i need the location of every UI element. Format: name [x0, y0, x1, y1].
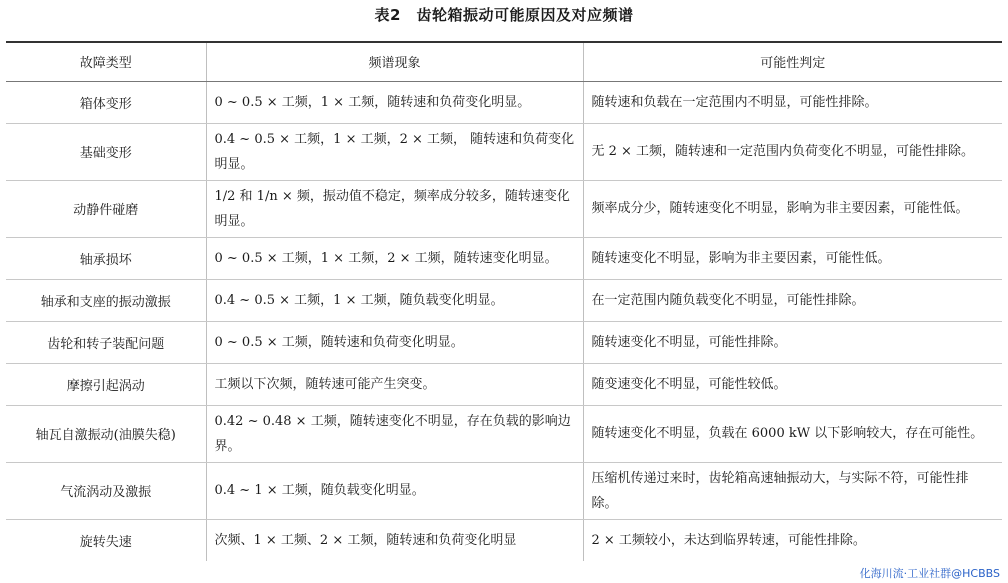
table-row	[6, 123, 1002, 180]
table-caption: 表2 齿轮箱振动可能原因及对应频谱	[374, 6, 634, 24]
possibility-judgment-cell: 2 × 工频较小，未达到临界转速，可能性排除。	[591, 532, 866, 548]
header-fault-type: 故障类型	[6, 42, 206, 81]
fault-type-cell: 旋转失速	[6, 519, 206, 561]
table-header-row	[6, 42, 1002, 81]
fault-type-cell: 轴承和支座的振动激振	[6, 279, 206, 321]
table-row	[6, 519, 1002, 561]
spectrum-phenomenon-cell: 0 ~ 0.5 × 工频，1 × 工频，2 × 工频，随转速变化明显。	[206, 237, 583, 279]
possibility-judgment-cell: 压缩机传递过来时，齿轮箱高速轴振动大，与实际不符，可能性排除。	[583, 462, 1002, 519]
possibility-judgment-cell: 随转速和负载在一定范围内不明显，可能性排除。	[583, 81, 1002, 123]
fault-type-cell: 基础变形	[6, 123, 206, 180]
fault-type-cell: 轴瓦自激振动(油膜失稳)	[6, 405, 206, 462]
spectrum-phenomenon-cell: 工频以下次频，随转速可能产生突变。	[206, 363, 583, 405]
table-row	[6, 81, 1002, 123]
spectrum-phenomenon-cell: 0.42 ~ 0.48 × 工频，随转速变化不明显，存在负载的影响边界。	[206, 405, 583, 462]
fault-type-cell: 动静件碰磨	[6, 180, 206, 237]
possibility-judgment-cell: 频率成分少，随转速变化不明显，影响为非主要因素，可能性低。	[583, 180, 1002, 237]
possibility-judgment-cell: 随转速变化不明显，影响为非主要因素，可能性低。	[583, 237, 1002, 279]
possibility-judgment-cell: 在一定范围内随负载变化不明显，可能性排除。	[583, 279, 1002, 321]
spectrum-phenomenon-cell: 0.4 ~ 1 × 工频，随负载变化明显。	[206, 462, 583, 519]
spectrum-phenomenon-cell: 0.4 ~ 0.5 × 工频，1 × 工频，2 × 工频， 随转速和负荷变化明显。	[206, 123, 583, 180]
table-row	[6, 363, 1002, 405]
fault-type-cell: 箱体变形	[6, 81, 206, 123]
possibility-judgment-cell: 无 2 × 工频，随转速和一定范围内负荷变化不明显，可能性排除。	[583, 123, 1002, 180]
watermark: 化海川流·工业社群@HCBBS	[859, 567, 1000, 580]
spectrum-phenomenon-cell: 0 ~ 0.5 × 工频，1 × 工频，随转速和负荷变化明显。	[206, 81, 583, 123]
fault-type-cell: 轴承损坏	[6, 237, 206, 279]
fault-type-cell: 气流涡动及激振	[6, 462, 206, 519]
fault-spectrum-table	[6, 41, 1002, 561]
table-row	[6, 237, 1002, 279]
header-possibility-judgment: 可能性判定	[583, 42, 1002, 81]
spectrum-phenomenon-cell: 0.4 ~ 0.5 × 工频，1 × 工频，随负载变化明显。	[206, 279, 583, 321]
table-row	[6, 279, 1002, 321]
spectrum-phenomenon-cell: 0 ~ 0.5 × 工频，随转速和负荷变化明显。	[206, 321, 583, 363]
spectrum-phenomenon-cell: 次频、1 × 工频、2 × 工频，随转速和负荷变化明显	[206, 519, 583, 561]
spectrum-phenomenon-cell: 1/2 和 1/n × 频，振动值不稳定，频率成分较多，随转速变化明显。	[206, 180, 583, 237]
table-row	[6, 405, 1002, 462]
fault-type-cell: 摩擦引起涡动	[6, 363, 206, 405]
table-row	[6, 180, 1002, 237]
possibility-judgment-cell: 随转速变化不明显，负载在 6000 kW 以下影响较大，存在可能性。	[583, 405, 1002, 462]
fault-type-cell: 齿轮和转子装配问题	[6, 321, 206, 363]
possibility-judgment-cell: 随转速变化不明显，可能性排除。	[583, 321, 1002, 363]
table-row	[6, 321, 1002, 363]
possibility-judgment-cell: 随变速变化不明显，可能性较低。	[583, 363, 1002, 405]
header-spectrum-phenomenon: 频谱现象	[206, 42, 583, 81]
table-row	[6, 462, 1002, 519]
